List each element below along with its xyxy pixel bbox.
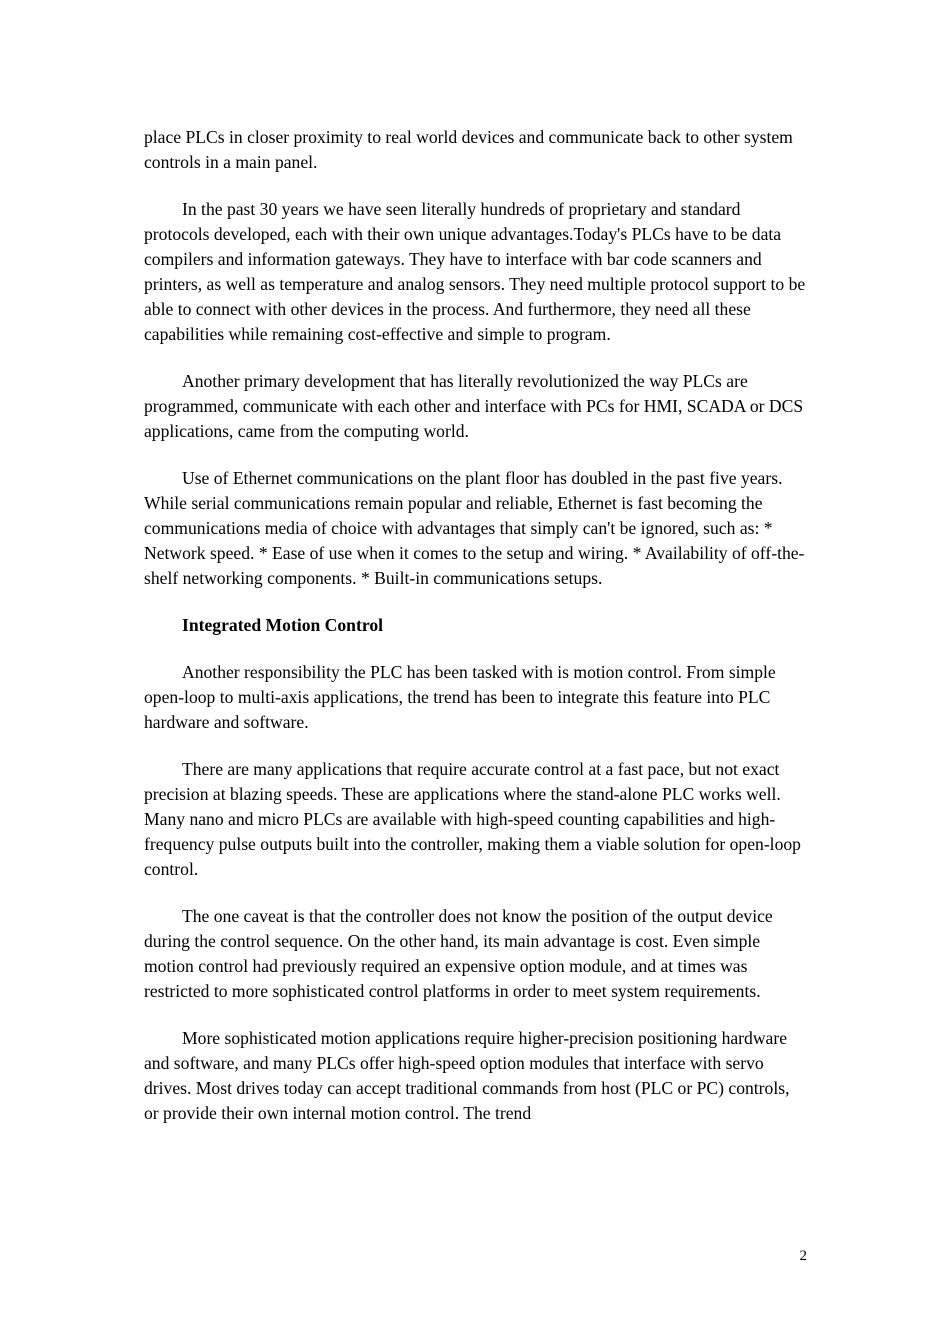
paragraph-computing-world: Another primary development that has literally revolutionized the way PLCs are programmed, communicate with each other and interface with PCs for HMI, SCADA or DCS applications, came from the computing world. (144, 371, 804, 441)
paragraph-continuation: place PLCs in closer proximity to real world devices and communicate back to other system controls in a main panel. (144, 127, 793, 172)
paragraph-protocols: In the past 30 years we have seen literally hundreds of proprietary and standard protocols developed, each with their own unique advantages.Today's PLCs have to be data compilers and information gateways. They have to interface with bar code scanners and printers, as well as temperature and analog sensors. They need multiple protocol support to be able to connect with other devices in the process. And furthermore, they need all these capabilities while remaining cost-effective and simple to program. (144, 199, 806, 344)
paragraph-servo-drives: More sophisticated motion applications require higher-precision positioning hardware and software, and many PLCs offer high-speed option modules that interface with servo drives. Most drives today can accept traditional commands from host (PLC or PC) controls, or provide their own internal motion control. The trend (144, 1028, 790, 1123)
document-body (144, 125, 808, 1148)
page-number: 2 (799, 1248, 807, 1264)
paragraph-ethernet: Use of Ethernet communications on the plant floor has doubled in the past five years. While serial communications remain popular and reliable, Ethernet is fast becoming the communications media of choice with advantages that simply can't be ignored, such as: * Network speed. * Ease of use when it comes to the setup and wiring. * Availability of off-the-shelf networking components. * Built-in communications setups. (144, 468, 805, 588)
paragraph-open-loop: There are many applications that require accurate control at a fast pace, but not exact precision at blazing speeds. These are applications where the stand-alone PLC works well. Many nano and micro PLCs are available with high-speed counting capabilities and high-frequency pulse outputs built into the controller, making them a viable solution for open-loop control. (144, 759, 801, 879)
paragraph-caveat: The one caveat is that the controller does not know the position of the output device during the control sequence. On the other hand, its main advantage is cost. Even simple motion control had previously required an expensive option module, and at times was restricted to more sophisticated control platforms in order to meet system requirements. (144, 906, 773, 1001)
paragraph-motion-control: Another responsibility the PLC has been tasked with is motion control. From simple open-loop to multi-axis applications, the trend has been to integrate this feature into PLC hardware and software. (144, 662, 776, 732)
section-heading: Integrated Motion Control (182, 615, 384, 635)
